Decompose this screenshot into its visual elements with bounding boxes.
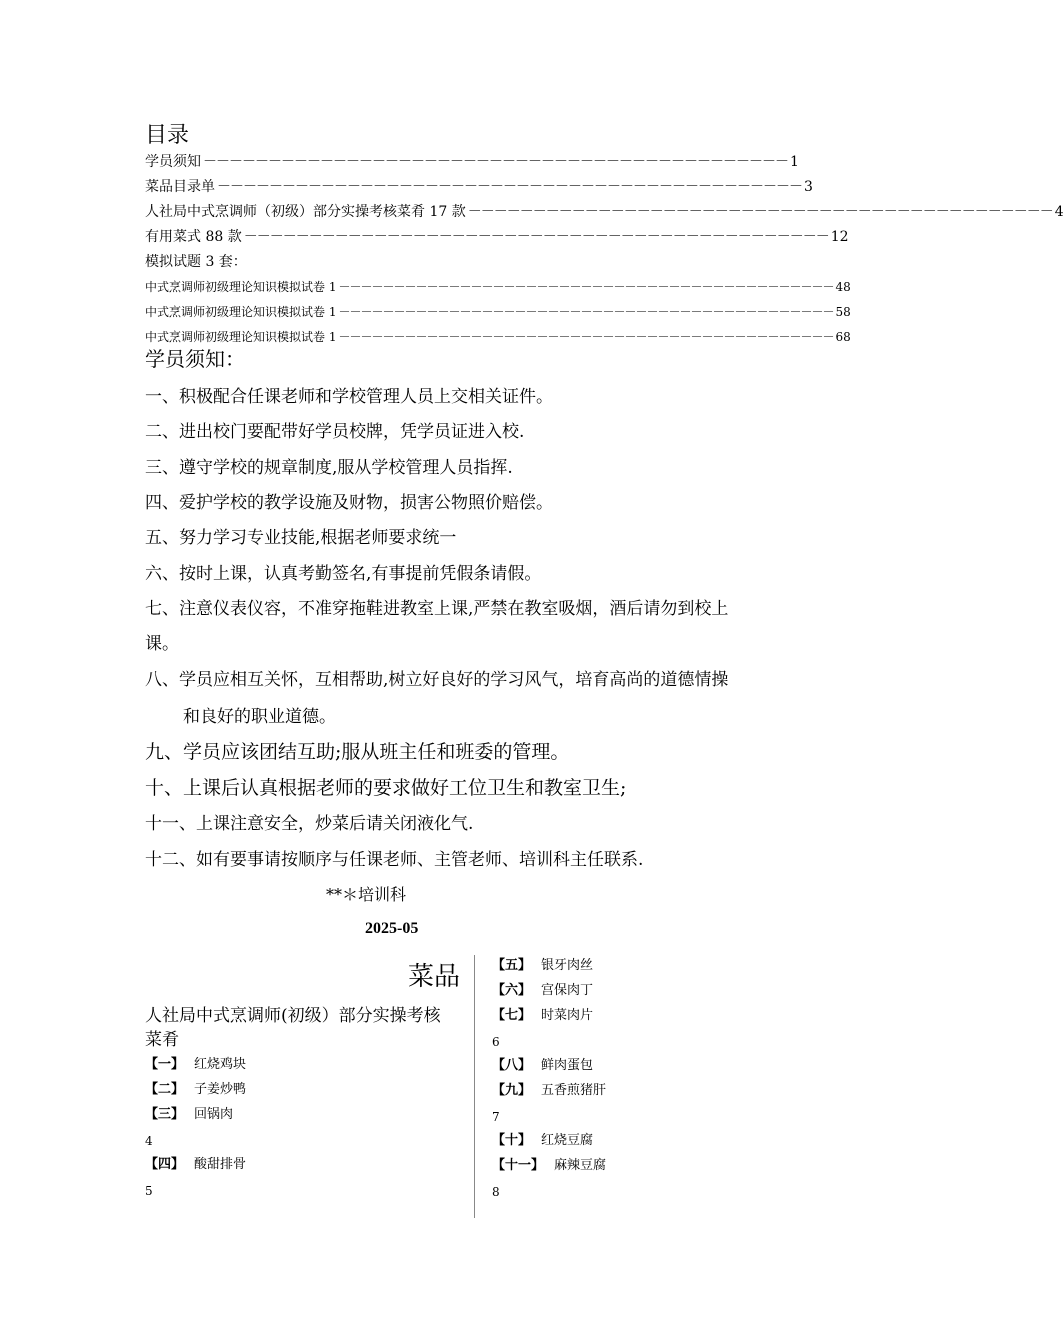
toc-row-label: 学员须知 xyxy=(145,154,201,170)
toc-row-page: 58 xyxy=(835,305,851,319)
dish-name: 五香煎猪肝 xyxy=(541,1083,607,1098)
page-number: 6 xyxy=(492,1035,500,1049)
notice-rule: 和良好的职业道德。 xyxy=(183,707,336,727)
toc-row-page: 3 xyxy=(804,179,813,195)
dish-item xyxy=(492,1082,606,1100)
dish-name: 时菜肉片 xyxy=(541,1008,594,1023)
toc-row xyxy=(145,302,851,322)
dish-number: 【十一】 xyxy=(492,1158,545,1173)
toc-leader: －－－－－－－－－－－－－－－－－－－－－－－－－－－－－－－－－－－－－－－－－－－－－ xyxy=(467,204,1053,220)
dish-name: 回锅肉 xyxy=(194,1107,234,1122)
dish-item xyxy=(145,1056,246,1074)
toc-row xyxy=(145,152,799,172)
toc-leader: －－－－－－－－－－－－－－－－－－－－－－－－－－－－－－－－－－－－－－－－－－－－－ xyxy=(203,154,788,170)
toc-row xyxy=(145,177,813,197)
page-number: 5 xyxy=(145,1184,153,1198)
dish-item xyxy=(492,1057,593,1075)
notice-rule: 五、努力学习专业技能,根据老师要求统一 xyxy=(145,528,457,548)
toc-leader: －－－－－－－－－－－－－－－－－－－－－－－－－－－－－－－－－－－－－－－－－－－－－ xyxy=(338,330,834,344)
toc-row-page: 12 xyxy=(830,229,849,245)
dish-number: 【十】 xyxy=(492,1133,532,1148)
notice-rule: 九、学员应该团结互助;服从班主任和班委的管理。 xyxy=(145,741,570,763)
menu-title: 菜品 xyxy=(408,962,461,992)
dish-item xyxy=(492,982,593,1000)
notice-rule: 八、学员应相互关怀，互相帮助,树立好良好的学习风气，培育高尚的道德情操 xyxy=(145,670,729,690)
dish-item xyxy=(145,1106,233,1124)
toc-mock-heading: 模拟试题 3 套： xyxy=(145,254,247,270)
dish-item xyxy=(145,1156,246,1174)
notice-rule: 课。 xyxy=(145,634,179,654)
dish-name: 宫保肉丁 xyxy=(541,983,594,998)
notice-rule: 十二、如有要事请按顺序与任课老师、主管老师、培训科主任联系. xyxy=(145,850,644,870)
toc-leader: －－－－－－－－－－－－－－－－－－－－－－－－－－－－－－－－－－－－－－－－－－－－－ xyxy=(338,305,834,319)
page-number: 4 xyxy=(145,1134,153,1148)
toc-leader: －－－－－－－－－－－－－－－－－－－－－－－－－－－－－－－－－－－－－－－－－－－－－ xyxy=(243,229,829,245)
dish-number: 【一】 xyxy=(145,1057,185,1072)
dish-name: 鲜肉蛋包 xyxy=(541,1058,594,1073)
menu-subtitle: 人社局中式烹调师(初级）部分实操考核菜肴 xyxy=(145,1006,441,1050)
dish-number: 【八】 xyxy=(492,1058,532,1073)
dish-name: 红烧鸡块 xyxy=(194,1057,247,1072)
notice-rule: 三、遵守学校的规章制度,服从学校管理人员指挥. xyxy=(145,458,513,478)
dish-name: 红烧豆腐 xyxy=(541,1133,594,1148)
page-number: 7 xyxy=(492,1110,500,1124)
toc-row-label: 人社局中式烹调师（初级）部分实操考核菜肴 17 款 xyxy=(145,204,466,220)
dish-item xyxy=(492,957,593,975)
toc-row-page: 4 xyxy=(1054,204,1064,220)
dish-number: 【七】 xyxy=(492,1008,532,1023)
dish-number: 【六】 xyxy=(492,983,532,998)
dish-item xyxy=(492,1007,593,1025)
dish-number: 【二】 xyxy=(145,1082,185,1097)
toc-title: 目录 xyxy=(145,123,190,148)
toc-leader: －－－－－－－－－－－－－－－－－－－－－－－－－－－－－－－－－－－－－－－－－－－－－ xyxy=(217,179,802,195)
dish-item xyxy=(145,1081,246,1099)
notice-rule: 十、上课后认真根据老师的要求做好工位卫生和教室卫生; xyxy=(145,777,627,799)
notice-rule: 十一、上课注意安全，炒菜后请关闭液化气. xyxy=(145,814,474,834)
toc-row xyxy=(145,227,849,247)
notice-rule: 四、爱护学校的教学设施及财物，损害公物照价赔偿。 xyxy=(145,493,553,513)
notice-rule: 七、注意仪表仪容，不准穿拖鞋进教室上课,严禁在教室吸烟，酒后请勿到校上 xyxy=(145,599,729,619)
dish-name: 银牙肉丝 xyxy=(541,958,594,973)
toc-leader: －－－－－－－－－－－－－－－－－－－－－－－－－－－－－－－－－－－－－－－－－－－－－ xyxy=(338,280,834,294)
toc-row-page: 1 xyxy=(790,154,799,170)
dish-name: 酸甜排骨 xyxy=(194,1157,247,1172)
toc-row-label: 有用菜式 88 款 xyxy=(145,229,242,245)
notice-rule: 二、进出校门要配带好学员校牌，凭学员证进入校. xyxy=(145,422,525,442)
notice-rule: 六、按时上课，认真考勤签名,有事提前凭假条请假。 xyxy=(145,564,542,584)
dish-item xyxy=(492,1132,593,1150)
toc-row-label: 菜品目录单 xyxy=(145,179,215,195)
toc-row-page: 68 xyxy=(835,330,851,344)
dish-number: 【五】 xyxy=(492,958,532,973)
dish-number: 【三】 xyxy=(145,1107,185,1122)
toc-row-label: 中式烹调师初级理论知识模拟试卷 1 xyxy=(145,330,337,344)
column-divider xyxy=(474,955,475,1218)
dish-number: 【九】 xyxy=(492,1083,532,1098)
notice-date: 2025-05 xyxy=(365,920,419,937)
dish-number: 【四】 xyxy=(145,1157,185,1172)
page-number: 8 xyxy=(492,1185,500,1199)
dish-item xyxy=(492,1157,606,1175)
notice-rule: 一、积极配合任课老师和学校管理人员上交相关证件。 xyxy=(145,387,553,407)
notice-signature: **＊培训科 xyxy=(326,885,407,904)
toc-row-label: 中式烹调师初级理论知识模拟试卷 1 xyxy=(145,280,337,294)
toc-row xyxy=(145,277,851,297)
notice-title: 学员须知： xyxy=(145,347,245,371)
toc-row xyxy=(145,202,1064,222)
toc-row xyxy=(145,327,851,347)
toc-row-label: 中式烹调师初级理论知识模拟试卷 1 xyxy=(145,305,337,319)
dish-name: 麻辣豆腐 xyxy=(554,1158,607,1173)
dish-name: 子姜炒鸭 xyxy=(194,1082,247,1097)
toc-row-page: 48 xyxy=(835,280,851,294)
